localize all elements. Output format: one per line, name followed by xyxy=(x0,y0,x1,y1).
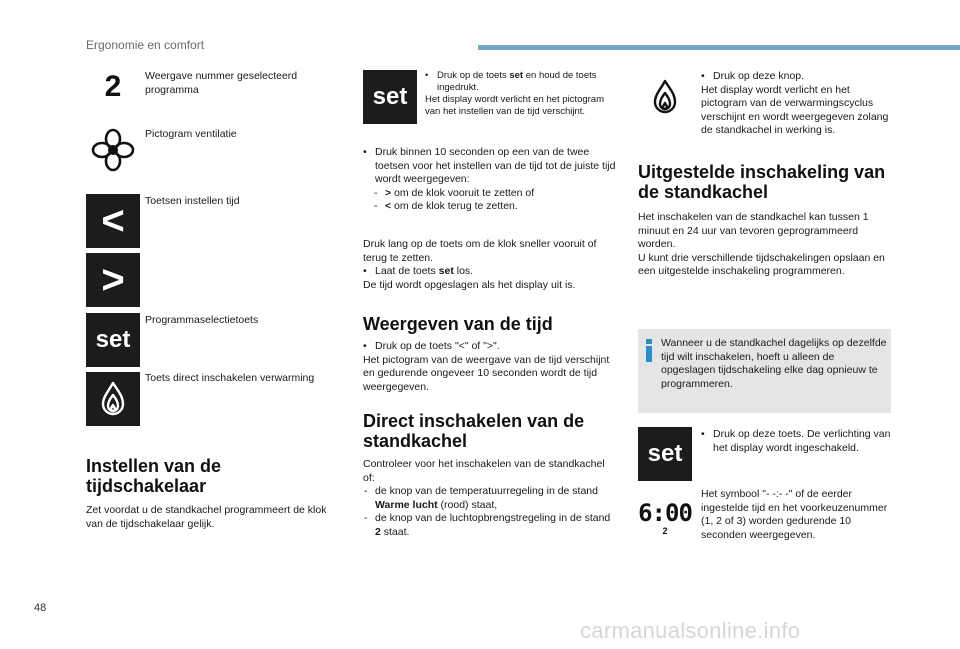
step2-option-back: - < om de klok terug te zetten. xyxy=(373,200,618,214)
running-header: Ergonomie en comfort xyxy=(86,38,205,52)
heater-block xyxy=(701,70,891,138)
legend-number-text: Weergave nummer geselecteerd programma xyxy=(145,70,298,96)
hold-block xyxy=(363,238,618,292)
show-time-bullet: • Druk op de toets "<" of ">". xyxy=(363,340,618,354)
legend-heater-text: Toets direct inschakelen verwarming xyxy=(145,372,315,384)
chevron-left-glyph: < xyxy=(101,199,125,243)
header-accent-bar xyxy=(478,45,960,50)
digit-2-glyph: 2 xyxy=(104,70,122,103)
heater-bullet: • Druk op deze knop. xyxy=(701,70,891,84)
heading-delayed-start: Uitgestelde inschakeling van de standkachel xyxy=(638,162,886,202)
delayed-body-2: U kunt drie verschillende tijdschakelingen opslaan en een uitgestelde inschakeling programmeren. xyxy=(638,251,885,277)
step1-block xyxy=(425,70,620,118)
fan-icon xyxy=(86,123,140,177)
direct-item-temperature: - de knop van de temperatuurregeling in de stand Warme lucht (rood) staat, xyxy=(363,485,618,512)
watermark: carmanualsonline.info xyxy=(580,618,801,643)
step2-option-forward: - > om de klok vooruit te zetten of xyxy=(373,187,618,201)
show-time-body: Het pictogram van de weergave van de tijd verschijnt en gedurende ongeveer 10 seconden wordt de tijd weergegeven. xyxy=(363,353,610,393)
off-text: De tijd wordt opgeslagen als het display uit is. xyxy=(363,278,576,291)
set-glyph: set xyxy=(647,440,683,467)
set-glyph: set xyxy=(95,326,131,353)
step2-block xyxy=(363,146,618,214)
heater-flame-icon xyxy=(638,70,692,124)
set-key-icon xyxy=(363,70,417,124)
heading-show-time: Weergeven van de tijd xyxy=(363,314,553,334)
step1-bullet: • Druk op de toets set en houd de toets ingedrukt. xyxy=(425,70,620,94)
chevron-right-glyph: > xyxy=(101,258,125,302)
digit-2-icon xyxy=(86,60,140,114)
heater-body: Het display wordt verlicht en het pictogram van de verwarmingscyclus verschijnt en wordt weergegeven zolang de standkachel in werking is. xyxy=(701,83,889,136)
timer-display-icon xyxy=(638,494,692,542)
step1-note: Het display wordt verlicht en het pictogram van het instellen van de tijd verschijnt. xyxy=(425,94,604,117)
step2-bullet: • Druk binnen 10 seconden op een van de twee toetsen voor het instellen van de tijd tot de juiste tijd wordt weergegeven: xyxy=(363,146,618,187)
heading-direct-start: Direct inschakelen van de standkachel xyxy=(363,411,585,451)
info-box xyxy=(638,329,891,413)
release-bullet: • Laat de toets set los. xyxy=(363,265,618,279)
set-key-icon xyxy=(86,313,140,367)
timer-display-program: 2 xyxy=(662,526,668,536)
display-body: Het symbool "- -:- -" of de eerder ingestelde tijd en het voorkeuzenummer (1, 2 of 3) worden gedurende 10 seconden weergegeven. xyxy=(701,488,888,541)
timer-display-clock: 6:00 xyxy=(638,499,692,527)
legend-fan-text: Pictogram ventilatie xyxy=(145,128,237,140)
delayed-block xyxy=(638,211,893,279)
heading-set-timer: Instellen van de tijdschakelaar xyxy=(86,456,222,496)
direct-intro: Controleer voor het inschakelen van de standkachel of: xyxy=(363,458,605,484)
hold-text: Druk lang op de toets om de klok sneller vooruit of terug te zetten. xyxy=(363,238,597,264)
info-text: Wanneer u de standkachel dagelijks op dezelfde tijd wilt inschakelen, hoeft u alleen de opgeslagen tijdschakeling elke dag opnieuw te programmeren. xyxy=(661,337,887,390)
direct-start-block xyxy=(363,458,618,539)
set-glyph: set xyxy=(372,83,408,110)
set-bullet: • Druk op deze toets. De verlichting van het display wordt ingeschakeld. xyxy=(701,428,891,455)
heater-flame-icon xyxy=(86,372,140,426)
show-time-block xyxy=(363,340,618,394)
legend-program-text: Programmaselectietoets xyxy=(145,314,259,326)
delayed-body-1: Het inschakelen van de standkachel kan tussen 1 minuut en 24 uur van tevoren geprogrammeerd worden. xyxy=(638,211,869,250)
info-icon xyxy=(646,339,653,362)
page-number: 48 xyxy=(34,602,47,614)
chevron-left-key-icon xyxy=(86,194,140,248)
set-key-icon xyxy=(638,427,692,481)
legend-time-keys-text: Toetsen instellen tijd xyxy=(145,195,240,207)
set-timer-body: Zet voordat u de standkachel programmeert de klok van de tijdschakelaar gelijk. xyxy=(86,504,327,530)
direct-item-airflow: - de knop van de luchtopbrengstregeling in de stand 2 staat. xyxy=(363,512,618,539)
chevron-right-key-icon xyxy=(86,253,140,307)
